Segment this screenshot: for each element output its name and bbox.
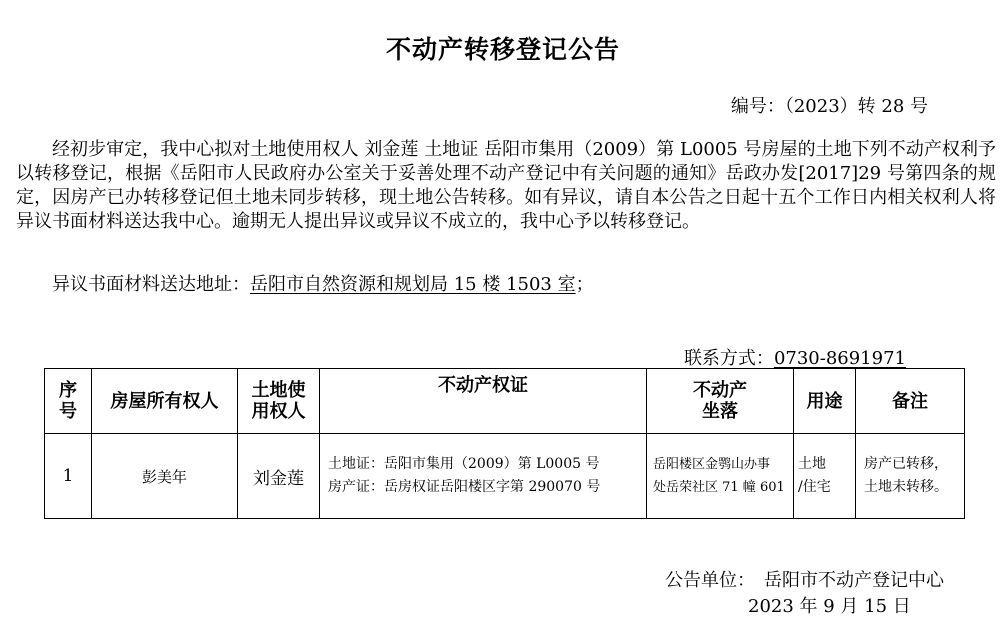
address-label: 异议书面材料送达地址： bbox=[52, 274, 250, 295]
table-header-row bbox=[45, 369, 965, 434]
serial-number: 编号：（2023）转 28 号 bbox=[730, 96, 928, 117]
header-seq: 序 号 bbox=[45, 369, 92, 434]
header-use: 用途 bbox=[794, 369, 856, 434]
address-value: 岳阳市自然资源和规划局 15 楼 1503 室 bbox=[250, 274, 576, 295]
issuing-unit: 公告单位： 岳阳市不动产登记中心 bbox=[665, 570, 944, 591]
objection-address bbox=[52, 270, 594, 296]
cell-land-user: 刘金莲 bbox=[238, 434, 320, 519]
cert-house: 房产证：岳房权证岳阳楼区字第 290070 号 bbox=[328, 479, 601, 495]
contact-phone: 0730-8691971 bbox=[773, 348, 906, 369]
notice-title: 不动产转移登记公告 bbox=[385, 35, 620, 64]
contact-label: 联系方式： bbox=[683, 348, 774, 369]
header-note: 备注 bbox=[856, 369, 965, 434]
cert-land: 土地证：岳阳市集用（2009）第 L0005 号 bbox=[328, 456, 600, 472]
header-land-user: 土地使 用权人 bbox=[238, 369, 320, 434]
header-owner: 房屋所有权人 bbox=[92, 369, 238, 434]
cell-use: 土地 /住宅 bbox=[794, 434, 856, 519]
notice-body: 经初步审定，我中心拟对土地使用权人 刘金莲 土地证 岳阳市集用（2009）第 L0005 号房屋的土地下列不动产权利予以转移登记，根据《岳阳市人民政府办公室关于妥善处理不动产登记中有关问题的通知》岳政办发[2017]29 号第四条的规定，因房产已办转移登记但土地未同步转移，现土地公告转移。如有异议，请自本公告之日起十五个工作日内相关权利人将异议书面材料送达我中心。逾期无人提出异议或异议不成立的，我中心予以转移登记。 bbox=[16, 139, 996, 232]
contact-info bbox=[684, 344, 906, 370]
header-cert: 不动产权证 bbox=[320, 369, 647, 434]
address-suffix: ； bbox=[575, 274, 594, 295]
cell-cert bbox=[320, 434, 647, 519]
header-location: 不动产 坐落 bbox=[647, 369, 794, 434]
cell-location: 岳阳楼区金鹗山办事 处岳荣社区 71 幢 601 bbox=[647, 434, 794, 519]
table-row bbox=[45, 434, 965, 519]
cell-note: 房产已转移， 土地未转移。 bbox=[856, 434, 965, 519]
registration-table bbox=[44, 368, 965, 519]
cell-owner: 彭美年 bbox=[92, 434, 238, 519]
issue-date: 2023 年 9 月 15 日 bbox=[748, 596, 911, 617]
cell-seq: 1 bbox=[45, 434, 92, 519]
